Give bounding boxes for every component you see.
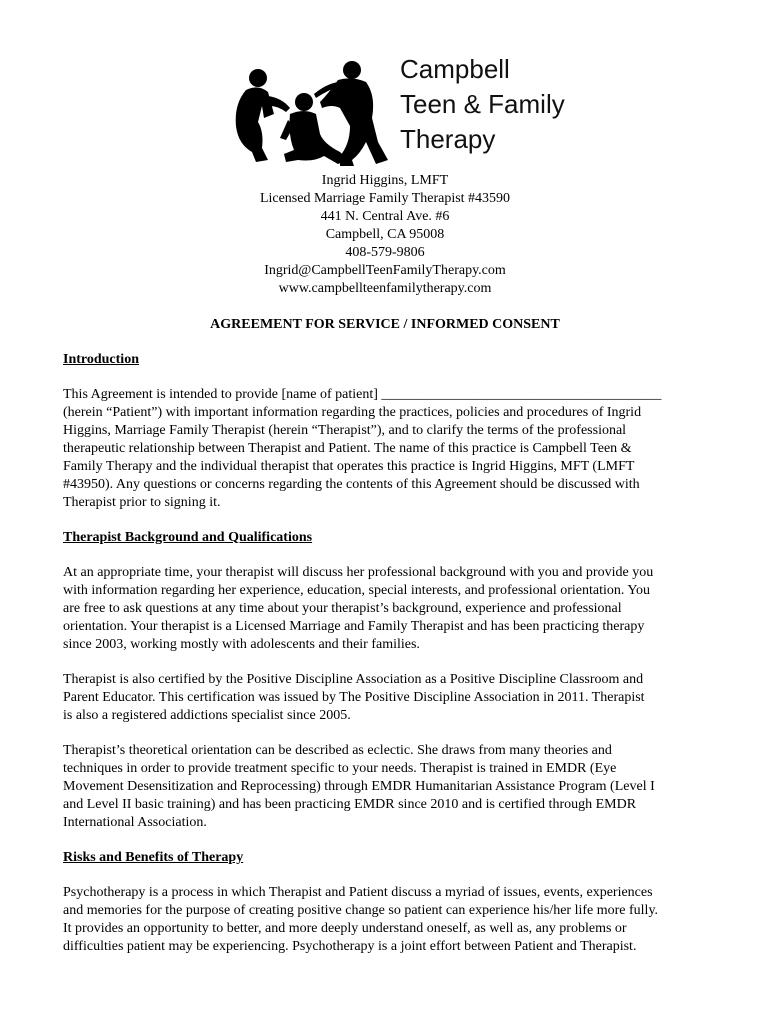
email-address[interactable]: Ingrid@CampbellTeenFamilyTherapy.com [264, 263, 506, 278]
text-line: is also a registered addictions specialist since 2005. [63, 708, 351, 723]
section-heading-risks: Risks and Benefits of Therapy [63, 850, 244, 865]
text-line: Psychotherapy is a process in which Therapist and Patient discuss a myriad of issues, events, experiences [63, 885, 653, 900]
practice-logo [228, 52, 573, 170]
text-line: are free to ask questions at any time about your therapist’s background, experience and professional [63, 601, 622, 616]
document-title: AGREEMENT FOR SERVICE / INFORMED CONSENT [210, 317, 560, 332]
text-line: techniques in order to provide treatment specific to your needs. Therapist is trained in EMDR (Eye [63, 761, 617, 776]
logo-text-line: Teen & Family [400, 89, 565, 119]
paragraph [63, 386, 711, 512]
text-line: At an appropriate time, your therapist will discuss her professional background with you and provide you [63, 565, 654, 580]
text-line: and Level II basic training) and has been practicing EMDR since 2010 and is certified through EMDR [63, 797, 637, 812]
text-line: #43950). Any questions or concerns regarding the contents of this Agreement should be discussed with [63, 477, 640, 492]
paragraph [63, 884, 711, 956]
text-line: therapeutic relationship between Therapist and Patient. The name of this practice is Campbell Teen & [63, 441, 632, 456]
paragraph [63, 742, 711, 832]
section-heading-background: Therapist Background and Qualifications [63, 530, 313, 545]
phone-number: 408-579-9806 [345, 245, 425, 260]
paragraph [63, 564, 711, 654]
text-line: difficulties patient may be experiencing. Psychotherapy is a joint effort between Patient and Therapist. [63, 939, 637, 954]
text-line: This Agreement is intended to provide [name of patient] ________________________________________ [63, 387, 662, 402]
text-line: International Association. [63, 815, 207, 830]
text-line: Parent Educator. This certification was issued by The Positive Discipline Association in 2011. Therapist [63, 690, 645, 705]
city-state-zip: Campbell, CA 95008 [325, 227, 445, 242]
logo-text-line: Campbell [400, 54, 510, 84]
text-line: and memories for the purpose of creating positive change so patient can experience his/her life more fully. [63, 903, 659, 918]
paragraph [63, 671, 711, 725]
website-url[interactable]: www.campbellteenfamilytherapy.com [278, 281, 492, 296]
street-address: 441 N. Central Ave. #6 [320, 209, 450, 224]
logo-text-line: Therapy [400, 124, 496, 154]
text-line: orientation. Your therapist is a Licensed Marriage and Family Therapist and has been practicing therapy [63, 619, 645, 634]
license-line: Licensed Marriage Family Therapist #43590 [259, 191, 511, 206]
text-line: Family Therapy and the individual therapist that operates this practice is Ingrid Higgins, MFT (LMFT [63, 459, 635, 474]
document-body [63, 351, 711, 973]
text-line: Higgins, Marriage Family Therapist (herein “Therapist”), and to clarify the terms of the professional [63, 423, 627, 438]
text-line: since 2003, working mostly with adolescents and their families. [63, 637, 420, 652]
text-line: (herein “Patient”) with important information regarding the practices, policies and procedures of Ingrid [63, 405, 642, 420]
text-line: Therapist prior to signing it. [63, 495, 221, 510]
text-line: with information regarding her experience, education, special interests, and professional orientation. You [63, 583, 651, 598]
contact-block [0, 172, 770, 298]
section-heading-introduction: Introduction [63, 352, 139, 367]
therapist-name: Ingrid Higgins, LMFT [321, 173, 449, 188]
text-line: Therapist is also certified by the Positive Discipline Association as a Positive Discipline Classroom and [63, 672, 644, 687]
text-line: Movement Desensitization and Reprocessing) through EMDR Humanitarian Assistance Program (Level I [63, 779, 655, 794]
silhouette-figures-icon [228, 56, 398, 170]
text-line: Therapist’s theoretical orientation can be described as eclectic. She draws from many theories and [63, 743, 612, 758]
text-line: It provides an opportunity to better, and more deeply understand oneself, as well as, any problems or [63, 921, 627, 936]
